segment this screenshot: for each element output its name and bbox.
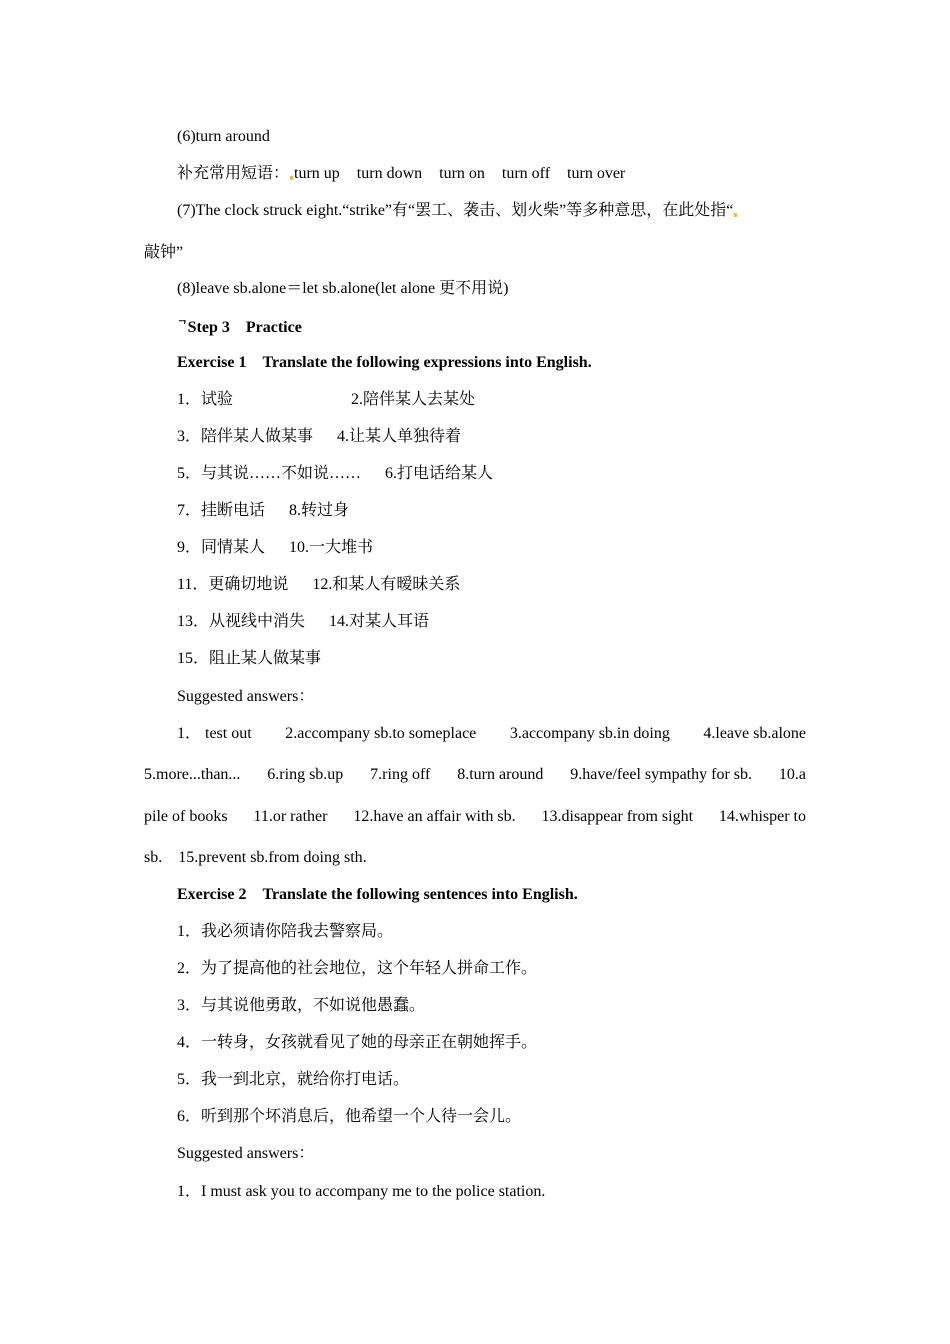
exercise2-item: 3．与其说他勇敢，不如说他愚蠢。: [177, 997, 426, 1014]
exercise1-heading: Exercise 1 Translate the following expressions into English.: [177, 354, 592, 371]
phrase-item: turn down: [356, 165, 423, 182]
exercise2-item: 2．为了提高他的社会地位，这个年轻人拼命工作。: [177, 960, 538, 977]
exercise1-item: 1．试验 2.陪伴某人去某处: [177, 391, 476, 408]
phrase-item: turn on: [439, 165, 485, 182]
suggested-answers-label: Suggested answers：: [177, 1145, 315, 1162]
note-phrases: [177, 164, 625, 184]
answers-line: 1． test out 2.accompany sb.to someplace 3.accompany sb.in doing 4.leave sb.alone: [177, 725, 806, 742]
answers-line: 5.more...than... 6.ring sb.up 7.ring off 8.turn around 9.have/feel sympathy for sb. 10.a: [144, 766, 806, 783]
phrase-item: turn over: [567, 165, 626, 182]
exercise1-item: 3．陪伴某人做某事 4.让某人单独待着: [177, 428, 462, 445]
exercise1-item: 11．更确切地说 12.和某人有暧昧关系: [177, 576, 461, 593]
highlight-mark: [290, 176, 293, 180]
exercise1-item: 7．挂断电话 8.转过身: [177, 502, 350, 519]
note-8: (8)leave sb.alone＝let sb.alone(let alone 更不用说): [177, 280, 509, 297]
note-7-line2: 敲钟”: [144, 244, 184, 261]
exercise2-item: 4．一转身，女孩就看见了她的母亲正在朝她挥手。: [177, 1034, 538, 1051]
exercise2-item: 6．听到那个坏消息后，他希望一个人待一会儿。: [177, 1108, 522, 1125]
bullet-glyph: ᄀ: [177, 320, 188, 332]
phrase-item: turn off: [501, 165, 551, 182]
highlight-mark: [734, 213, 737, 217]
phrases-label: 补充常用短语：: [177, 165, 290, 182]
answers-line: sb. 15.prevent sb.from doing sth.: [144, 849, 367, 866]
exercise1-item: 9．同情某人 10.一大堆书: [177, 539, 374, 556]
exercise1-item: 5．与其说……不如说…… 6.打电话给某人: [177, 465, 494, 482]
exercise2-item: 5．我一到北京，就给你打电话。: [177, 1071, 410, 1088]
step3-heading: ᄀStep 3 Practice: [177, 316, 302, 338]
exercise2-item: 1．我必须请你陪我去警察局。: [177, 923, 394, 940]
phrase-item: turn up: [294, 165, 340, 182]
suggested-answers-label: Suggested answers：: [177, 688, 315, 705]
exercise1-item: 13．从视线中消失 14.对某人耳语: [177, 613, 430, 630]
exercise1-item: 15．阻止某人做某事: [177, 650, 322, 667]
note-7-line1: (7)The clock struck eight.“strike”有“罢工、袭击、划火柴”等多种意思，在此处指“: [177, 201, 738, 221]
note-6: (6)turn around: [177, 128, 270, 145]
answers-line: pile of books 11.or rather 12.have an affair with sb. 13.disappear from sight 14.whisper to: [144, 808, 806, 825]
exercise2-heading: Exercise 2 Translate the following sentences into English.: [177, 886, 578, 903]
answer-item: 1．I must ask you to accompany me to the police station.: [177, 1183, 546, 1200]
